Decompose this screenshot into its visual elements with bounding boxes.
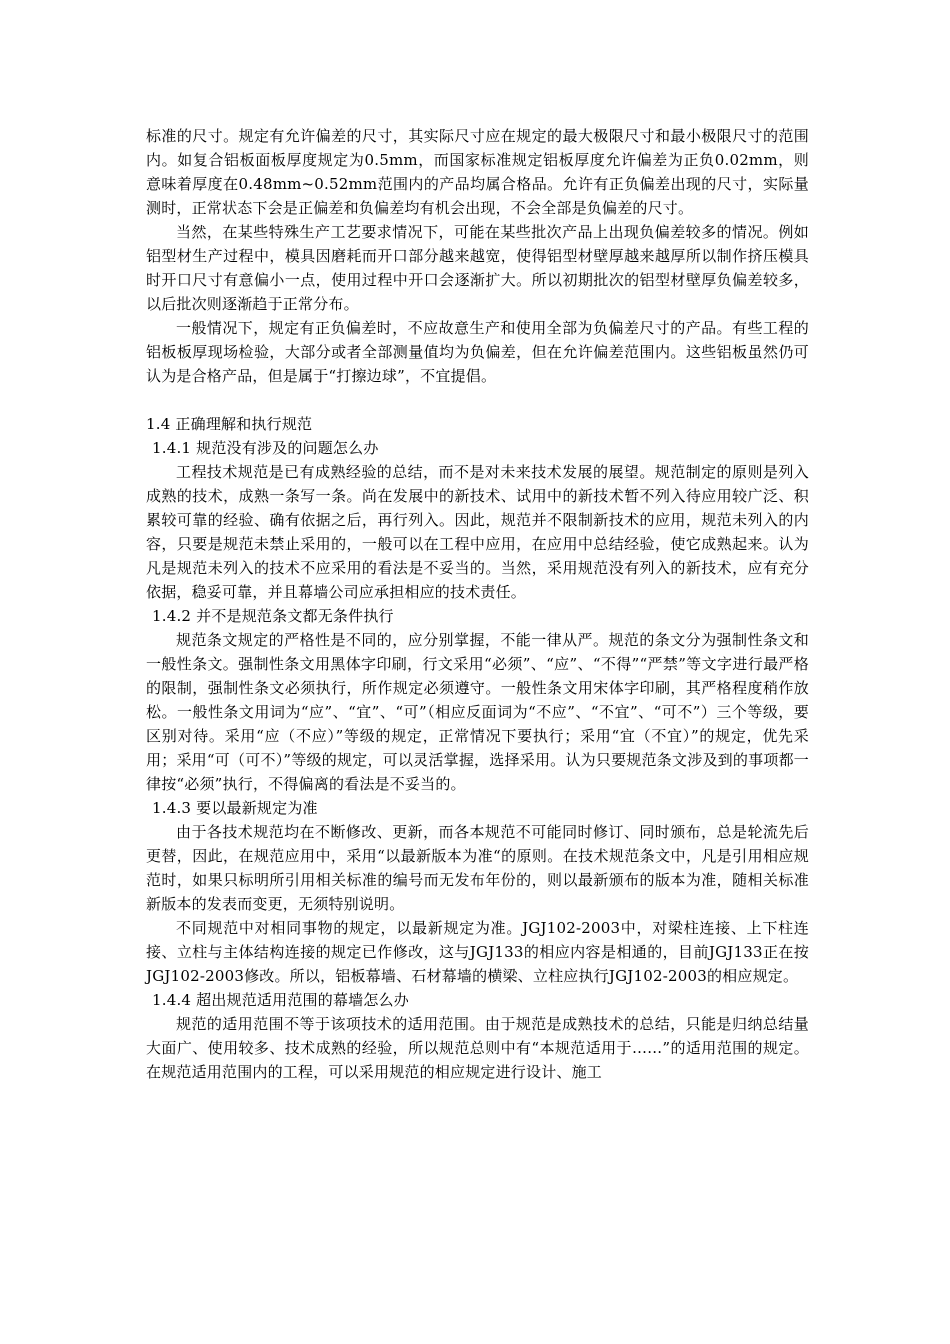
subsection-heading-1-4-3: 1.4.3 要以最新规定为准 [152, 799, 318, 817]
subsection-heading-1-4-4: 1.4.4 超出规范适用范围的幕墙怎么办 [152, 991, 409, 1009]
paragraph-1-4-4: 规范的适用范围不等于该项技术的适用范围。由于规范是成熟技术的总结，只能是归纳总结量大面广、使用较多、技术成熟的经验，所以规范总则中有“本规范适用于……”的适用范围的规定。在规范适用范围内的工程，可以采用规范的相应规定进行设计、施工 [146, 1015, 809, 1081]
paragraph-general-case: 一般情况下，规定有正负偏差时，不应故意生产和使用全部为负偏差尺寸的产品。有些工程的铝板板厚现场检验，大部分或者全部测量值均为负偏差，但在允许偏差范围内。这些铝板虽然仍可认为是合格产品，但是属于“打擦边球”，不宜提倡。 [146, 319, 809, 385]
section-heading-1-4: 1.4 正确理解和执行规范 [146, 415, 313, 433]
paragraph-1-4-3-b: 不同规范中对相同事物的规定，以最新规定为准。JGJ102-2003中，对梁柱连接、上下柱连接、立柱与主体结构连接的规定已作修改，这与JGJ133的相应内容是相通的，目前JGJ133正在按JGJ102-2003修改。所以，铝板幕墙、石材幕墙的横梁、立柱应执行JGJ102-2003的相应规定。 [146, 919, 809, 985]
document-page [146, 124, 809, 1084]
paragraph-1-4-3-a: 由于各技术规范均在不断修改、更新，而各本规范不可能同时修订、同时颁布，总是轮流先后更替，因此，在规范应用中，采用“以最新版本为准“的原则。在技术规范条文中，凡是引用相应规范时，如果只标明所引用相关标准的编号而无发布年份的，则以最新颁布的版本为准，随相关标准新版本的发表而变更，无须特别说明。 [146, 823, 809, 913]
paragraph-negative-deviation-case: 当然，在某些特殊生产工艺要求情况下，可能在某些批次产品上出现负偏差较多的情况。例如铝型材生产过程中，模具因磨耗而开口部分越来越宽，使得铝型材壁厚越来越厚所以制作挤压模具时开口尺寸有意偏小一点，使用过程中开口会逐渐扩大。所以初期批次的铝型材壁厚负偏差较多，以后批次则逐渐趋于正常分布。 [146, 223, 809, 313]
subsection-heading-1-4-1: 1.4.1 规范没有涉及的问题怎么办 [152, 439, 379, 457]
blank-line [146, 388, 809, 412]
paragraph-1-4-1: 工程技术规范是已有成熟经验的总结，而不是对未来技术发展的展望。规范制定的原则是列入成熟的技术，成熟一条写一条。尚在发展中的新技术、试用中的新技术暂不列入待应用较广泛、积累较可靠的经验、确有依据之后，再行列入。因此，规范并不限制新技术的应用，规范未列入的内容，只要是规范未禁止采用的，一般可以在工程中应用，在应用中总结经验，使它成熟起来。认为凡是规范未列入的技术不应采用的看法是不妥当的。当然，采用规范没有列入的新技术，应有充分依据，稳妥可靠，并且幕墙公司应承担相应的技术责任。 [146, 463, 809, 601]
paragraph-tolerance-definition: 标准的尺寸。规定有允许偏差的尺寸，其实际尺寸应在规定的最大极限尺寸和最小极限尺寸的范围内。如复合铝板面板厚度规定为0.5mm，而国家标准规定铝板厚度允许偏差为正负0.02mm，则意味着厚度在0.48mm~0.52mm范围内的产品均属合格品。允许有正负偏差出现的尺寸，实际量测时，正常状态下会是正偏差和负偏差均有机会出现，不会全部是负偏差的尺寸。 [146, 127, 809, 217]
paragraph-1-4-2: 规范条文规定的严格性是不同的，应分别掌握，不能一律从严。规范的条文分为强制性条文和一般性条文。强制性条文用黑体字印刷，行文采用“必须”、“应”、“不得”“严禁”等文字进行最严格的限制，强制性条文必须执行，所作规定必须遵守。一般性条文用宋体字印刷，其严格程度稍作放松。一般性条文用词为“应”、“宜”、“可”（相应反面词为“不应”、“不宜”、“可不”）三个等级，要区别对待。采用“应（不应）”等级的规定，正常情况下要执行；采用“宜（不宜）”的规定，优先采用；采用“可（可不）”等级的规定，可以灵活掌握，选择采用。认为只要规范条文涉及到的事项都一律按“必须”执行，不得偏离的看法是不妥当的。 [146, 631, 809, 793]
subsection-heading-1-4-2: 1.4.2 并不是规范条文都无条件执行 [152, 607, 394, 625]
